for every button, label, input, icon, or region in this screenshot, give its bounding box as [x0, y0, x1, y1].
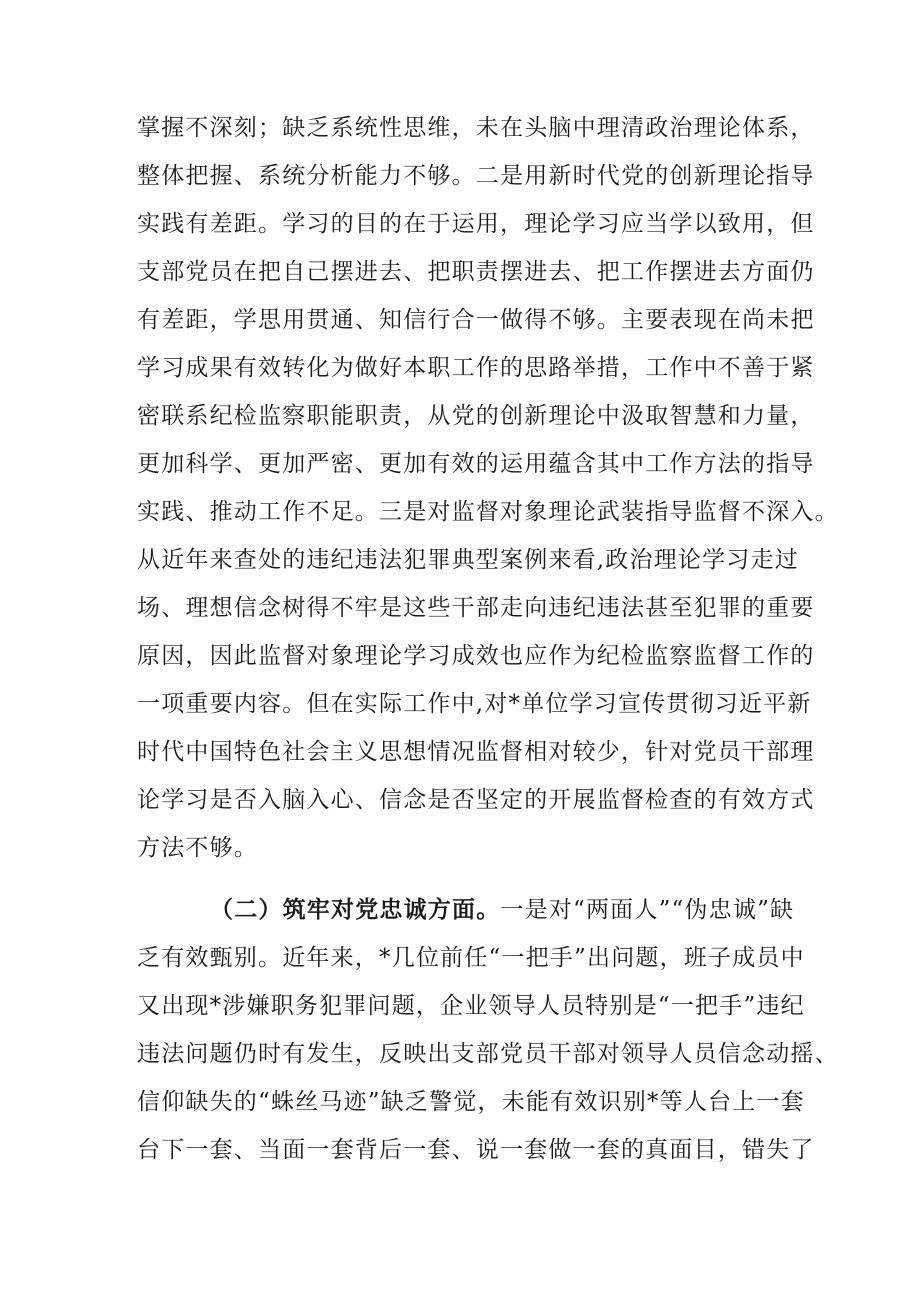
text-line: 有差距，学思用贯通、知信行合一做得不够。主要表现在尚未把 — [137, 307, 815, 333]
text-line: 实践有差距。学习的目的在于运用，理论学习应当学以致用，但 — [137, 211, 815, 237]
text-line: 又出现*涉嫌职务犯罪问题，企业领导人员特别是“一把手”违纪 — [137, 993, 805, 1019]
text-line: 学习成果有效转化为做好本职工作的思路举措，工作中不善于紧 — [137, 355, 815, 381]
text-line: 方法不够。 — [137, 835, 258, 861]
text-line: 整体把握、系统分析能力不够。二是用新时代党的创新理论指导 — [137, 163, 815, 189]
text-line: 从近年来查处的违纪违法犯罪典型案例来看,政治理论学习走过 — [137, 547, 799, 573]
text-line: 支部党员在把自己摆进去、把职责摆进去、把工作摆进去方面仍 — [137, 259, 815, 285]
text-line: 一项重要内容。但在实际工作中,对*单位学习宣传贯彻习近平新 — [137, 691, 812, 717]
text-line: 信仰缺失的“蛛丝马迹”缺乏警觉，未能有效识别*等人台上一套 — [137, 1089, 805, 1115]
text-line: 违法问题仍时有发生，反映出支部党员干部对领导人员信念动摇、 — [137, 1041, 839, 1067]
text-line: 掌握不深刻；缺乏系统性思维，未在头脑中理清政治理论体系， — [137, 115, 815, 141]
text-line: 原因，因此监督对象理论学习成效也应作为纪检监察监督工作的 — [137, 643, 815, 669]
section-heading-line — [210, 886, 800, 934]
text-line: 乏有效甄别。近年来，*几位前任“一把手”出问题，班子成员中 — [137, 945, 805, 971]
text-line: 密联系纪检监察职能职责，从党的创新理论中汲取智慧和力量， — [137, 403, 815, 429]
text-line: 实践、推动工作不足。三是对监督对象理论武装指导监督不深入。 — [137, 499, 839, 525]
text-line: 场、理想信念树得不牢是这些干部走向违纪违法甚至犯罪的重要 — [137, 595, 815, 621]
text-line: 时代中国特色社会主义思想情况监督相对较少，针对党员干部理 — [137, 739, 815, 765]
text-line: 论学习是否入脑入心、信念是否坚定的开展监督检查的有效方式 — [137, 787, 815, 813]
heading-line-text: 一是对“两面人”“伪忠诚”缺 — [500, 897, 795, 923]
text-line: 更加科学、更加严密、更加有效的运用蕴含其中工作方法的指导 — [137, 451, 815, 477]
section-heading: （二）筑牢对党忠诚方面。 — [210, 897, 501, 923]
text-line: 台下一套、当面一套背后一套、说一套做一套的真面目，错失了 — [137, 1137, 815, 1163]
